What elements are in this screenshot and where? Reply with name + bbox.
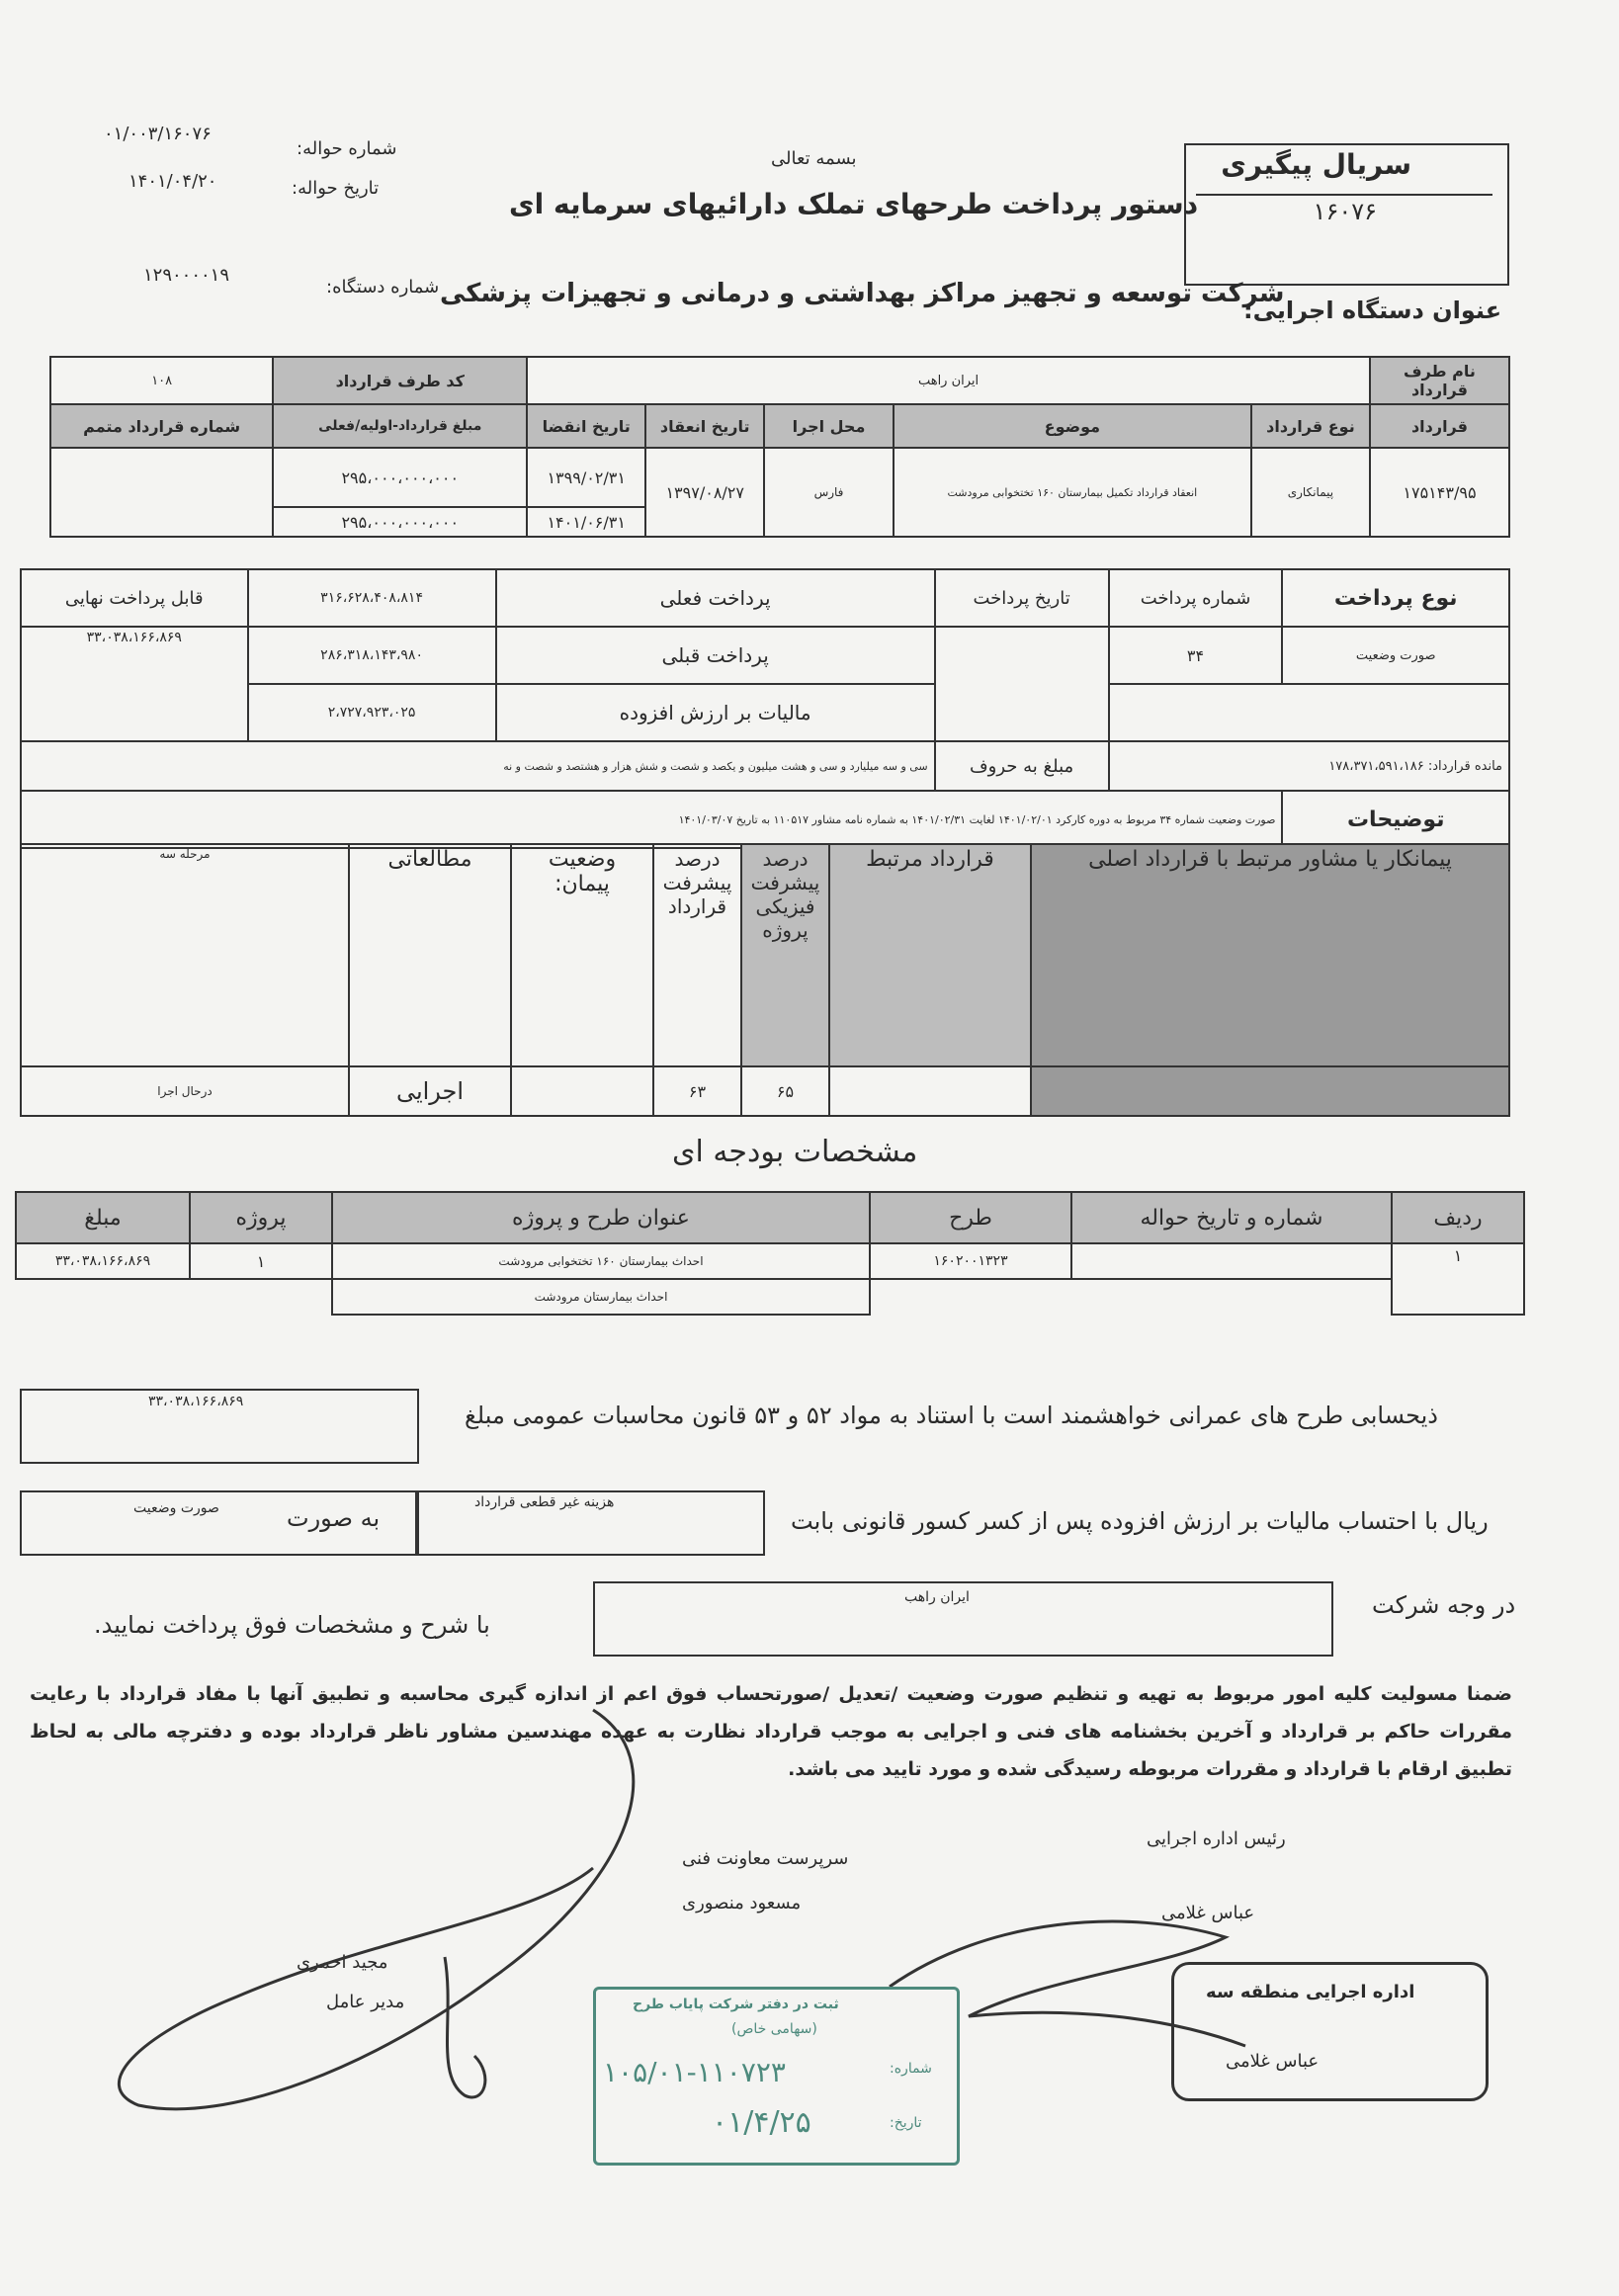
stamp-reg-title: ثبت در دفتر شرکت پایاب طرح xyxy=(633,1997,839,2012)
budget-title: مشخصات بودجه ای xyxy=(672,1135,918,1169)
remaining-cell xyxy=(1109,741,1509,791)
stamp-reg-sub: (سهامی خاص) xyxy=(731,2021,817,2037)
remaining-value: ۱۷۸،۳۷۱،۵۹۱،۱۸۶ xyxy=(1328,758,1424,774)
budget-table xyxy=(15,1191,1525,1316)
payment-blank xyxy=(1109,684,1509,741)
contract-table xyxy=(49,356,1510,538)
party-name-label: نام طرف قرارداد xyxy=(1370,357,1509,404)
status-table xyxy=(20,843,1510,1117)
org-name: شرکت توسعه و تجهیز مراکز بهداشتی و درمانی و تجهیزات پزشکی xyxy=(440,279,1285,308)
ceo-title: مدیر عامل xyxy=(326,1992,405,2012)
device-no: ۱۲۹۰۰۰۰۱۹ xyxy=(143,265,230,286)
words-label: مبلغ به حروف xyxy=(935,741,1109,791)
tracking-divider xyxy=(1196,194,1492,196)
related-label: قرارداد مرتبط xyxy=(829,844,1031,1066)
responsibility-text: ضمنا مسولیت کلیه امور مربوط به تهیه و تنظیم صورت وضعیت /تعدیل /صورتحساب فوق اعم از اندازه گیری محاسبه و تطبیق آنها با مفاد قرارداد با رعایت مقررات حاکم بر قرارداد و آخرین بخشنامه های فنی و اجرایی به موجب قرارداد نظارت به عهده مهندسین مشاور ناظر قرارداد بوده و دفترچه مالی به لحاظ تطبیق ارقام با قرارداد و مقررات مربوطه رسیدگی شده و مورد تایید می باشد. xyxy=(30,1683,1512,1780)
final-label: قابل پرداخت نهایی xyxy=(21,569,248,627)
tracking-label: سریال پیگیری xyxy=(1221,148,1411,181)
party-code-label: کد طرف قرارداد xyxy=(273,357,527,404)
budget-row2-blank2 xyxy=(16,1279,332,1315)
current-payment-value: ۳۱۶،۶۲۸،۴۰۸،۸۱۴ xyxy=(248,569,496,627)
remaining-label: مانده قرارداد: xyxy=(1427,758,1502,774)
budget-row-plan: ۱۶۰۲۰۰۱۳۲۳ xyxy=(870,1243,1071,1279)
havale-date-label: تاریخ حواله: xyxy=(292,178,380,199)
basmala: بسمه تعالی xyxy=(771,148,857,169)
ceo-name: مجید احمری xyxy=(297,1952,388,1973)
payment-table xyxy=(20,568,1510,849)
contract-status-label: وضعیت پیمان: xyxy=(511,844,653,1066)
reason: هزینه غیر قطعی قرارداد xyxy=(474,1494,615,1510)
havale-no-label: شماره حواله: xyxy=(297,138,397,159)
vat-label: مالیات بر ارزش افزوده xyxy=(496,684,935,741)
as-label: به صورت xyxy=(287,1504,381,1532)
contract-status-value: اجرایی xyxy=(349,1066,511,1116)
conclusion-date-label: تاریخ انعقاد xyxy=(645,404,764,448)
stamp-office-name: عباس غلامی xyxy=(1226,2051,1320,2072)
budget-row-title2: احداث بیمارستان مرودشت xyxy=(332,1279,870,1315)
budget-header-project: پروژه xyxy=(190,1192,332,1243)
budget-header-plan: طرح xyxy=(870,1192,1071,1243)
contract-label: قرارداد xyxy=(1370,404,1509,448)
stamp-no: ۱۰۵/۰۱-۱۱۰۷۲۳ xyxy=(603,2056,786,2088)
contract-no: ۱۷۵۱۴۳/۹۵ xyxy=(1370,448,1509,537)
budget-header-index: ردیف xyxy=(1392,1192,1524,1243)
head-title: رئیس اداره اجرایی xyxy=(1147,1828,1286,1849)
payment-date xyxy=(935,627,1109,741)
type-label: نوع قرارداد xyxy=(1251,404,1370,448)
stage-label: مرحله سه xyxy=(21,844,349,1066)
page-title: دستور پرداخت طرحهای تملک دارائیهای سرمایه ای xyxy=(509,188,1199,220)
stamp-office: اداره اجرایی منطقه سه xyxy=(1206,1982,1415,2002)
study-label: مطالعاتی xyxy=(349,844,511,1066)
contract-location: فارس xyxy=(764,448,894,537)
budget-row-project: ۱ xyxy=(190,1243,332,1279)
subject-label: موضوع xyxy=(894,404,1251,448)
consultant-value xyxy=(1031,1066,1509,1116)
amount-label: مبلغ قرارداد-اولیه/فعلی xyxy=(273,404,527,448)
payment-number: ۳۴ xyxy=(1109,627,1283,684)
contract-type: پیمانکاری xyxy=(1251,448,1370,537)
amount-words: سی و سه میلیارد و سی و هشت میلیون و یکصد و شصت و شش هزار و هشتصد و شصت و نه xyxy=(21,741,935,791)
tracking-value: ۱۶۰۷۶ xyxy=(1313,198,1377,225)
stamp-date: ۰۱/۴/۲۵ xyxy=(712,2105,811,2140)
amount-1: ۲۹۵،۰۰۰،۰۰۰،۰۰۰ xyxy=(273,448,527,507)
previous-payment-label: پرداخت قبلی xyxy=(496,627,935,684)
exec-label: درحال اجرا xyxy=(21,1066,349,1116)
payment-type: صورت وضعیت xyxy=(1282,627,1509,684)
location-label: محل اجرا xyxy=(764,404,894,448)
tech-title: سرپرست معاونت فنی xyxy=(682,1848,849,1869)
budget-header-amount: مبلغ xyxy=(16,1192,190,1243)
head-name: عباس غلامی xyxy=(1161,1903,1255,1923)
budget-row-index: ۱ xyxy=(1392,1243,1524,1315)
instruction-line1: ذیحسابی طرح های عمرانی خواهشمند است با استناد به مواد ۵۲ و ۵۳ قانون محاسبات عمومی مبلغ xyxy=(465,1402,1438,1429)
budget-header-havale: شماره و تاریخ حواله xyxy=(1071,1192,1392,1243)
supplement-label: شماره قرارداد متمم xyxy=(50,404,273,448)
stamp-date-label: تاریخ: xyxy=(890,2115,922,2131)
budget-header-title: عنوان طرح و پروژه xyxy=(332,1192,870,1243)
expiry-date-label: تاریخ انقضا xyxy=(527,404,645,448)
instruction-line3-post: با شرح و مشخصات فوق پرداخت نمایید. xyxy=(94,1611,490,1639)
party-code: ۱۰۸ xyxy=(50,357,273,404)
physical-progress-label: درصد پیشرفت فیزیکی پروژه xyxy=(741,844,829,1066)
party-name: ایران راهب xyxy=(527,357,1370,404)
supplement-value xyxy=(50,448,273,537)
instruction-amount: ۳۳،۰۳۸،۱۶۶،۸۶۹ xyxy=(148,1394,244,1409)
havale-date: ۱۴۰۱/۰۴/۲۰ xyxy=(128,171,217,192)
vat-value: ۲،۷۲۷،۹۲۳،۰۲۵ xyxy=(248,684,496,741)
instruction-line3-pre: در وجه شرکت xyxy=(1372,1591,1516,1619)
stamp-no-label: شماره: xyxy=(890,2061,932,2077)
instruction-line2: ریال با احتساب مالیات بر ارزش افزوده پس از کسر کسور قانونی بابت xyxy=(791,1507,1489,1535)
contract-subject: انعقاد قرارداد تکمیل بیمارستان ۱۶۰ تختخوابی مرودشت xyxy=(894,448,1251,537)
budget-row-title1: احداث بیمارستان ۱۶۰ تختخوابی مرودشت xyxy=(332,1243,870,1279)
notes-label: توضیحات xyxy=(1282,791,1509,848)
final-value: ۳۳،۰۳۸،۱۶۶،۸۶۹ xyxy=(21,627,248,741)
payment-type-label: نوع پرداخت xyxy=(1282,569,1509,627)
consultant-label: پیمانکار یا مشاور مرتبط با قرارداد اصلی xyxy=(1031,844,1509,1066)
previous-payment-value: ۲۸۶،۳۱۸،۱۴۳،۹۸۰ xyxy=(248,627,496,684)
notes: صورت وضعیت شماره ۳۴ مربوط به دوره کارکرد ۱۴۰۱/۰۲/۰۱ لغایت ۱۴۰۱/۰۲/۳۱ به شماره نامه مشاور ۱۱۰۵۱۷ به تاریخ ۱۴۰۱/۰۳/۰۷ xyxy=(21,791,1282,848)
physical-progress-value: ۶۵ xyxy=(741,1066,829,1116)
contract-progress-label: درصد پیشرفت قرارداد xyxy=(653,844,741,1066)
budget-row-amount: ۳۳،۰۳۸،۱۶۶،۸۶۹ xyxy=(16,1243,190,1279)
amount-2: ۲۹۵،۰۰۰،۰۰۰،۰۰۰ xyxy=(273,507,527,537)
device-no-label: شماره دستگاه: xyxy=(326,277,440,298)
tech-name: مسعود منصوری xyxy=(682,1893,802,1913)
budget-row2-blank xyxy=(870,1279,1392,1315)
status-blank xyxy=(511,1066,653,1116)
havale-no: ۰۱/۰۰۳/۱۶۰۷۶ xyxy=(104,124,212,144)
expiry-date-2: ۱۴۰۱/۰۶/۳۱ xyxy=(527,507,645,537)
as-value: صورت وضعیت xyxy=(133,1500,219,1516)
expiry-date-1: ۱۳۹۹/۰۲/۳۱ xyxy=(527,448,645,507)
org-label: عنوان دستگاه اجرایی: xyxy=(1243,297,1502,324)
budget-row-havale xyxy=(1071,1243,1392,1279)
contract-progress-value: ۶۳ xyxy=(653,1066,741,1116)
payment-number-label: شماره پرداخت xyxy=(1109,569,1283,627)
related-value xyxy=(829,1066,1031,1116)
current-payment-label: پرداخت فعلی xyxy=(496,569,935,627)
conclusion-date: ۱۳۹۷/۰۸/۲۷ xyxy=(645,448,764,537)
payment-date-label: تاریخ پرداخت xyxy=(935,569,1109,627)
company: ایران راهب xyxy=(904,1589,970,1605)
